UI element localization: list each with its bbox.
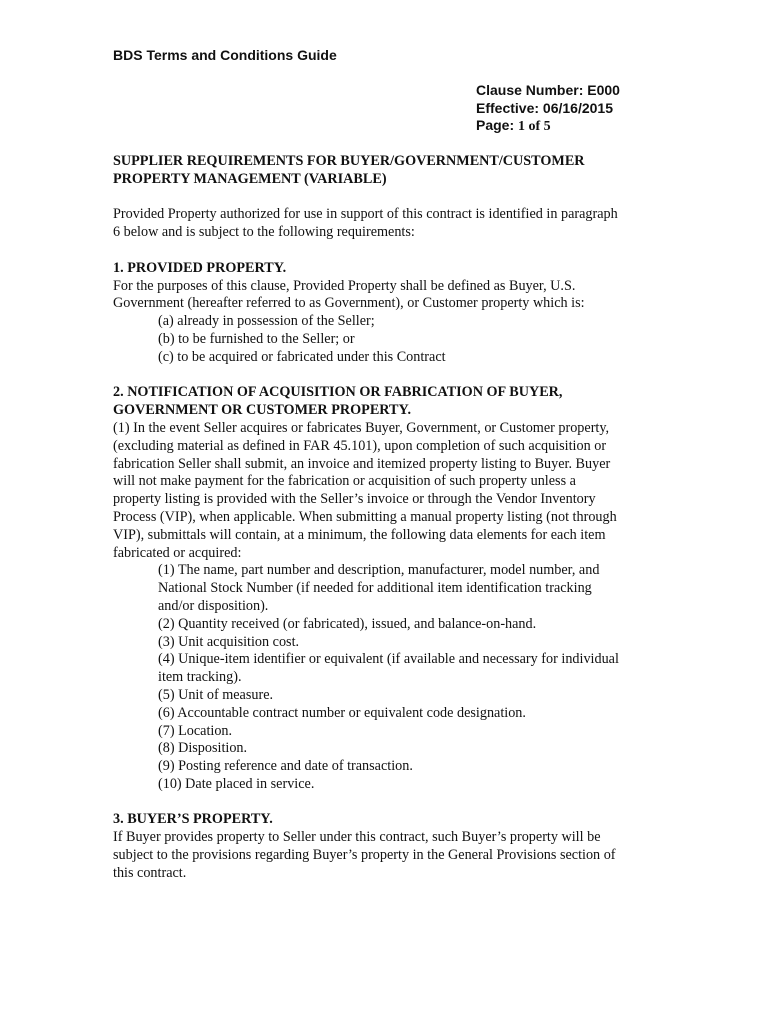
section-2-line: Process (VIP), when applicable. When submitting a manual property listing (not through [113, 508, 617, 525]
section-2-line: (excluding material as defined in FAR 45.101), upon completion of such acquisition or [113, 437, 607, 454]
section-1-item: (b) to be furnished to the Seller; or [158, 330, 355, 347]
section-2-line: will not make payment for the fabrication or acquisition of such property unless a [113, 473, 576, 490]
document-title [113, 153, 658, 189]
clause-meta [476, 82, 620, 136]
page-value: 1 of 5 [518, 119, 551, 134]
section-3-line: this contract. [113, 864, 187, 881]
document-body [113, 153, 658, 883]
intro-line: 6 below and is subject to the following requirements: [113, 224, 415, 241]
page-number [476, 117, 620, 136]
intro-paragraph [113, 206, 658, 242]
section-2-item: National Stock Number (if needed for additional item identification tracking [158, 580, 592, 597]
section-3 [113, 811, 658, 882]
section-2-item: item tracking). [158, 669, 242, 686]
section-2-item: (3) Unit acquisition cost. [158, 633, 300, 650]
section-2-heading: 2. NOTIFICATION OF ACQUISITION OR FABRICATION OF BUYER, [113, 384, 563, 401]
section-2-item: (8) Disposition. [158, 740, 248, 757]
section-1-item: (c) to be acquired or fabricated under this Contract [158, 348, 446, 365]
section-1-line: Government (hereafter referred to as Government), or Customer property which is: [113, 295, 585, 312]
clause-number: Clause Number: E000 [476, 82, 620, 98]
section-2-item: (5) Unit of measure. [158, 686, 274, 703]
effective-date: Effective: 06/16/2015 [476, 99, 613, 116]
intro-line: Provided Property authorized for use in support of this contract is identified in paragraph [113, 206, 618, 223]
section-1-heading: 1. PROVIDED PROPERTY. [113, 259, 287, 276]
section-3-line: If Buyer provides property to Seller under this contract, such Buyer’s property will be [113, 829, 601, 846]
section-2-item: and/or disposition). [158, 597, 269, 614]
document-title-line: PROPERTY MANAGEMENT (VARIABLE) [113, 170, 387, 187]
section-2-line: fabrication Seller shall submit, an invoice and itemized property listing to Buyer. Buyer [113, 455, 611, 472]
section-2-line: (1) In the event Seller acquires or fabricates Buyer, Government, or Customer property, [113, 419, 610, 436]
section-2-item: (4) Unique-item identifier or equivalent (if available and necessary for individual [158, 651, 619, 668]
section-2-line: VIP), submittals will contain, at a minimum, the following data elements for each item [113, 526, 606, 543]
section-2-item: (6) Accountable contract number or equivalent code designation. [158, 704, 526, 721]
section-3-line: subject to the provisions regarding Buyer’s property in the General Provisions section of [113, 847, 616, 864]
section-2-item: (9) Posting reference and date of transaction. [158, 758, 413, 775]
guide-title: BDS Terms and Conditions Guide [113, 47, 337, 63]
section-1-line: For the purposes of this clause, Provided Property shall be defined as Buyer, U.S. [113, 277, 576, 294]
section-2-item: (7) Location. [158, 722, 233, 739]
section-1 [113, 260, 658, 367]
section-2-line: property listing is provided with the Seller’s invoice or through the Vendor Inventory [113, 491, 596, 508]
section-2-item: (2) Quantity received (or fabricated), issued, and balance-on-hand. [158, 615, 537, 632]
section-2-heading: GOVERNMENT OR CUSTOMER PROPERTY. [113, 402, 411, 419]
section-2-item: (1) The name, part number and description, manufacturer, model number, and [158, 562, 600, 579]
section-1-item: (a) already in possession of the Seller; [158, 313, 375, 330]
section-3-heading: 3. BUYER’S PROPERTY. [113, 811, 273, 828]
section-2-item: (10) Date placed in service. [158, 775, 315, 792]
section-2-line: fabricated or acquired: [113, 544, 242, 561]
document-title-line: SUPPLIER REQUIREMENTS FOR BUYER/GOVERNMENT/CUSTOMER [113, 153, 585, 169]
page-label: Page: [476, 117, 519, 133]
section-2 [113, 384, 658, 793]
